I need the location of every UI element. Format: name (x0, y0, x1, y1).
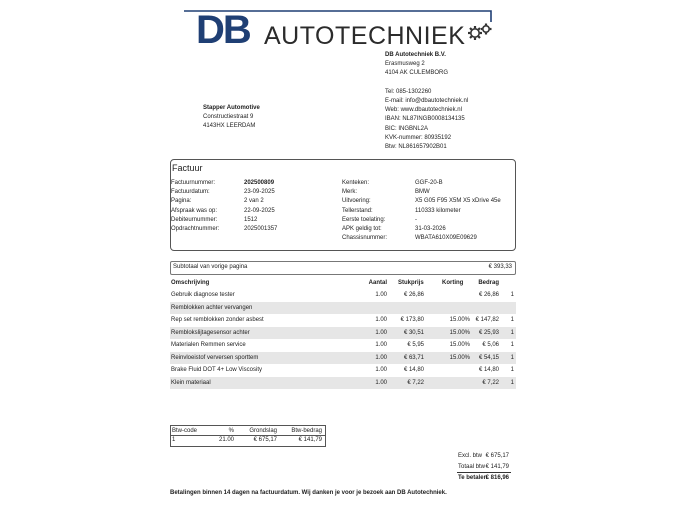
logo-wordmark: AUTOTECHNIEK (264, 22, 466, 50)
item-vat-code: 1 (510, 329, 514, 336)
item-unit-price: € 30,51 (403, 329, 424, 336)
vat-base: € 675,17 (253, 437, 277, 443)
table-row (170, 289, 516, 301)
table-row (170, 302, 516, 314)
amount-due-value: € 816,96 (485, 475, 509, 481)
col-header-discount: Korting (442, 280, 464, 286)
item-discount: 15.00% (449, 354, 470, 361)
company-email: E-mail: info@dbautotechniek.nl (385, 98, 469, 105)
company-bic: BIC: INGBNL2A (385, 125, 429, 132)
item-qty: 1.00 (375, 342, 387, 348)
item-vat-code: 1 (510, 379, 514, 386)
vat-header-code: Btw-code (172, 428, 198, 434)
customer-block (203, 104, 260, 132)
vat-header-pct: % (228, 428, 234, 434)
item-unit-price: € 7,22 (407, 379, 424, 386)
table-row (170, 352, 516, 364)
company-street: Erasmusweg 2 (385, 61, 425, 68)
excl-vat-value: € 675,17 (485, 453, 509, 459)
company-name: DB Autotechniek B.V. (385, 52, 446, 58)
company-web: Web: www.dbautotechniek.nl (385, 107, 462, 114)
item-discount: 15.00% (449, 317, 470, 323)
table-row (170, 327, 516, 339)
totals-divider (457, 472, 511, 473)
vehicle-row: Kenteken: GGF-20-B (342, 180, 443, 186)
item-qty: 1.00 (375, 317, 387, 323)
table-row (170, 377, 516, 389)
item-unit-price: € 173,80 (400, 317, 424, 323)
item-vat-code: 1 (510, 317, 514, 323)
vat-pct: 21.00 (218, 437, 234, 443)
vehicle-row: Chassisnummer: WBATA610X09E09629 (342, 235, 477, 242)
vehicle-row: Tellerstand: 110333 kilometer (342, 207, 461, 214)
vat-code: 1 (172, 437, 176, 443)
invoice-left-row: Factuurnummer: 202500809 (171, 180, 275, 186)
company-btw: Btw: NL861657902B01 (385, 144, 447, 151)
invoice-left-row: Factuurdatum: 23-09-2025 (171, 189, 275, 196)
gear-icon (467, 22, 493, 44)
excl-vat-label: Excl. btw (458, 453, 483, 459)
item-qty: 1.00 (375, 354, 387, 361)
table-row (170, 314, 516, 326)
item-description: Reinvloeistof verversen sporttem (171, 354, 259, 361)
customer-street: Constructiestraat 9 (203, 114, 254, 121)
item-qty: 1.00 (375, 367, 387, 373)
invoice-left-row: Opdrachtnummer: 2025001357 (171, 226, 278, 233)
total-vat-label: Totaal btw (458, 464, 486, 470)
company-kvk: KVK-nummer: 80935192 (385, 134, 452, 141)
item-qty: 1.00 (375, 292, 387, 298)
item-amount: € 54,15 (478, 354, 499, 361)
item-amount: € 25,93 (478, 329, 499, 336)
col-header-amount: Bedrag (478, 280, 499, 286)
company-tel: Tel: 085-1302260 (385, 88, 432, 95)
item-description: Materialen Remmen service (171, 342, 246, 348)
company-iban: IBAN: NL87INGB0008134135 (385, 116, 465, 123)
invoice-left-row: Pagina: 2 van 2 (171, 198, 264, 205)
invoice-left-details (171, 179, 277, 234)
col-header-price: Stukprijs (398, 280, 424, 286)
item-qty: 1.00 (375, 329, 387, 336)
table-row (170, 364, 516, 376)
invoice-vehicle-details (342, 179, 501, 243)
customer-city: 4143HX LEERDAM (203, 123, 256, 130)
subtotal-value: € 393,33 (488, 264, 512, 270)
item-vat-code: 1 (510, 292, 514, 298)
company-city: 4104 AK CULEMBORG (385, 70, 449, 77)
invoice-left-row: Debiteurnummer: 1512 (171, 216, 258, 223)
item-description: Brake Fluid DOT 4+ Low Viscosity (171, 367, 262, 373)
payment-terms: Betalingen binnen 14 dagen na factuurdatum. Wij danken je voor je bezoek aan DB Autotechniek. (170, 490, 447, 496)
item-amount: € 5,06 (482, 342, 499, 348)
item-qty: 1.00 (375, 379, 387, 386)
item-description: Remblokken achter vervangen (171, 304, 253, 311)
vat-value-row (172, 435, 324, 444)
item-description: Gebruik diagnose tester (171, 292, 235, 298)
table-row (170, 339, 516, 351)
customer-name: Stapper Automotive (203, 105, 260, 111)
vehicle-row: APK geldig tot: 31-03-2026 (342, 226, 446, 233)
table-header (170, 277, 516, 289)
item-discount: 15.00% (449, 342, 470, 348)
total-vat-value: € 141,79 (485, 464, 509, 470)
logo-db-text: DB (196, 8, 250, 52)
amount-due-label: Te betalen (458, 475, 488, 481)
item-unit-price: € 5,95 (407, 342, 424, 348)
invoice-title: Factuur (172, 163, 203, 173)
item-vat-code: 1 (510, 342, 514, 348)
item-amount: € 14,80 (478, 367, 499, 373)
col-header-description: Omschrijving (171, 280, 210, 286)
vat-header-amount: Btw-bedrag (291, 428, 322, 434)
item-amount: € 26,86 (478, 292, 499, 298)
invoice-left-row: Afspraak was op: 22-09-2025 (171, 207, 275, 214)
company-block (385, 51, 468, 152)
col-header-qty: Aantal (368, 280, 387, 286)
vat-amount: € 141,79 (298, 437, 322, 443)
vat-header-row (172, 426, 324, 435)
item-amount: € 147,82 (475, 317, 499, 323)
item-discount: 15.00% (449, 329, 470, 336)
subtotal-label: Subtotaal van vorige pagina (173, 264, 248, 270)
item-amount: € 7,22 (482, 379, 499, 386)
vat-header-base: Grondslag (249, 428, 277, 434)
item-vat-code: 1 (510, 367, 514, 373)
item-unit-price: € 14,80 (403, 367, 424, 373)
item-description: Klein materiaal (171, 379, 211, 386)
item-unit-price: € 63,71 (403, 354, 424, 361)
item-description: Rep set remblokken zonder asbest (171, 317, 264, 323)
item-vat-code: 1 (510, 354, 514, 361)
item-unit-price: € 26,86 (403, 292, 424, 298)
vehicle-row: Merk: BMW (342, 189, 430, 196)
vehicle-row: Uitvoering: X5 G05 F95 X5M X5 xDrive 45e (342, 198, 501, 205)
item-description: Remblokslijtagesensor achter (171, 329, 250, 336)
vehicle-row: Eerste toelating: - (342, 216, 417, 223)
